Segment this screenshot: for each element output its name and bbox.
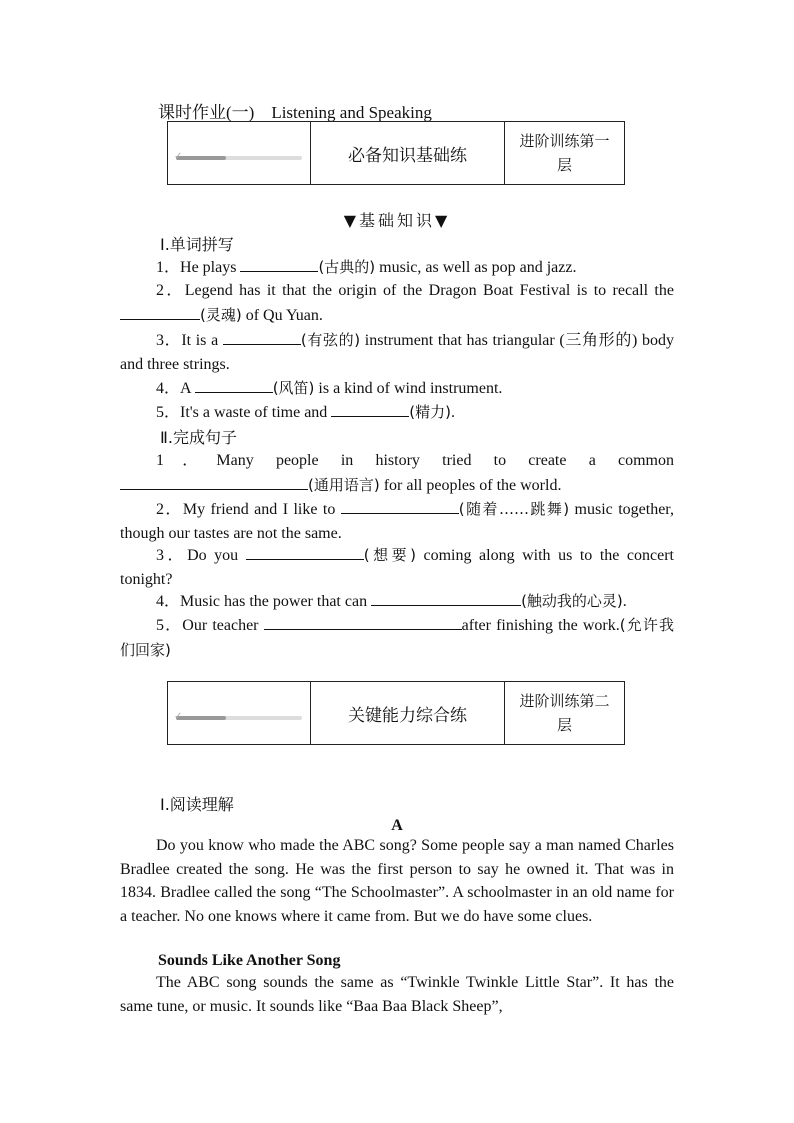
s1-item-2: 2．Legend has it that the origin of the Dragon Boat Festival is to recall the (灵魂) of Qu Yuan. xyxy=(120,279,674,328)
answer-blank[interactable] xyxy=(264,613,462,630)
progress-bar xyxy=(174,711,302,722)
s2-item-1: 1．Many people in history tried to create a common (通用语言) for all peoples of the world. xyxy=(120,449,674,498)
band-label: 关键能力综合练 xyxy=(311,682,505,744)
page-title: 课时作业(一) Listening and Speaking xyxy=(158,103,432,122)
band-level: 进阶训练第一层 xyxy=(519,132,610,174)
band-level: 进阶训练第二层 xyxy=(519,692,610,734)
passage-para-1: Do you know who made the ABC song? Some people say a man named Charles Bradlee created the song. He was the first person to say he owned it. That was in 1834. Bradlee called the song “The Schoolmaster”. A schoolmaster in an old name for a teacher. No one knows where it came from. But we do have some clues. xyxy=(120,837,674,925)
reading-title: Ⅰ.阅读理解 xyxy=(160,795,234,814)
answer-blank[interactable] xyxy=(120,303,200,320)
s1-item-3: 3．It is a (有弦的) instrument that has triangular (三角形的) body and three strings. xyxy=(120,328,674,377)
s1-item-4: 4．A (风笛) is a kind of wind instrument. xyxy=(120,376,674,401)
answer-blank[interactable] xyxy=(240,255,318,272)
passage-subheading: Sounds Like Another Song xyxy=(158,952,341,969)
s1-item-1: 1．He plays (古典的) music, as well as pop and jazz. xyxy=(120,255,674,280)
s1-item-5: 5．It's a waste of time and (精力). xyxy=(120,400,674,425)
passage-para-2: The ABC song sounds the same as “Twinkle Twinkle Little Star”. It has the same tune, or music. It sounds like “Baa Baa Black Sheep”, xyxy=(120,974,674,1015)
section1-title: Ⅰ.单词拼写 xyxy=(160,235,234,254)
answer-blank[interactable] xyxy=(195,376,273,393)
s2-item-4: 4．Music has the power that can (触动我的心灵). xyxy=(120,589,674,614)
s2-item-3: 3．Do you (想要) coming along with us to the concert tonight? xyxy=(120,543,674,592)
progress-cell xyxy=(168,122,311,184)
band-label: 必备知识基础练 xyxy=(311,122,505,184)
passage-label: A xyxy=(391,817,403,834)
answer-blank[interactable] xyxy=(371,589,521,606)
section2-title: Ⅱ.完成句子 xyxy=(160,428,237,447)
section-band-advanced xyxy=(167,681,625,745)
s2-item-2: 2．My friend and I like to (随着……跳舞) music together, though our tastes are not the same. xyxy=(120,497,674,546)
check-icon: ✓ xyxy=(174,711,183,722)
answer-blank[interactable] xyxy=(120,473,308,490)
answer-blank[interactable] xyxy=(341,497,459,514)
answer-blank[interactable] xyxy=(246,543,364,560)
basics-heading: ▼基础知识▼ xyxy=(343,211,451,230)
progress-bar xyxy=(174,151,302,162)
progress-fill xyxy=(176,156,226,160)
answer-blank[interactable] xyxy=(331,400,409,417)
progress-cell xyxy=(168,682,311,744)
progress-fill xyxy=(176,716,226,720)
section-band-basic xyxy=(167,121,625,185)
s2-item-5: 5．Our teacher after finishing the work.(允许我们回家) xyxy=(120,613,674,663)
answer-blank[interactable] xyxy=(223,328,301,345)
check-icon: ✓ xyxy=(174,151,183,162)
